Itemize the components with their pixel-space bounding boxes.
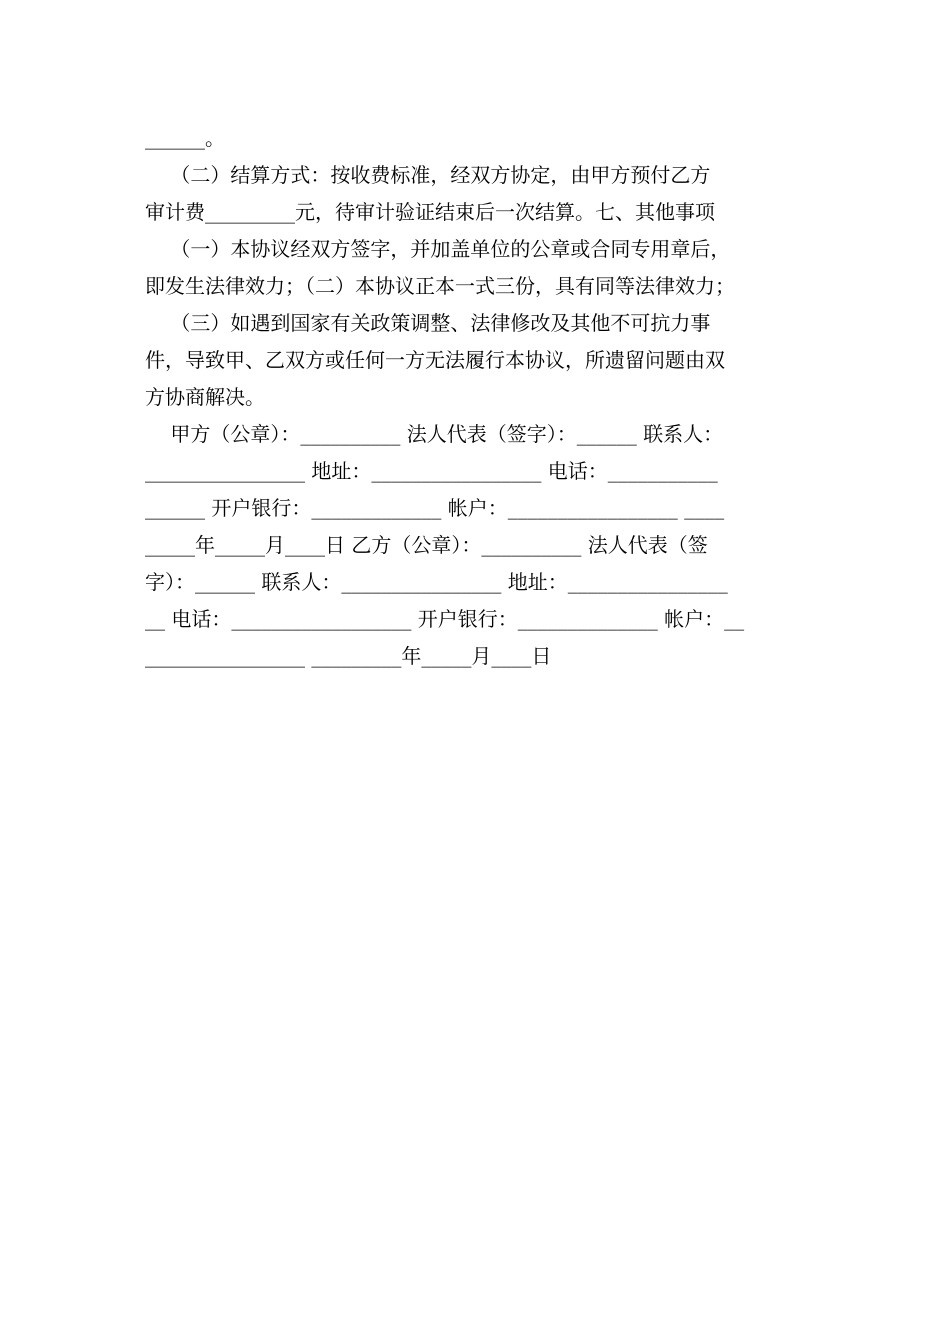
signature-party-b-seal: _____年_____月____日 乙方（公章）：__________ 法人代表（签 bbox=[145, 533, 708, 557]
text-line-copies-clause: 即发生法律效力；（二）本协议正本一式三份，具有同等法律效力； bbox=[145, 274, 735, 298]
signature-party-b-bank: __ 电话：__________________ 开户银行：______________ 帐户：__ bbox=[145, 607, 745, 631]
signature-party-a-seal: 甲方（公章）：__________ 法人代表（签字）：______ 联系人： bbox=[145, 422, 724, 446]
text-line-fee-blank: ______。 bbox=[145, 126, 225, 150]
signature-party-a-bank: ______ 开户银行：_____________ 帐户：_________________ ____ bbox=[145, 496, 725, 520]
text-line-audit-fee: 审计费_________元，待审计验证结束后一次结算。七、其他事项 bbox=[145, 200, 715, 224]
signature-party-a-address: ________________ 地址：_________________ 电话：___________ bbox=[145, 459, 718, 483]
text-line-effect-clause: （一）本协议经双方签字，并加盖单位的公章或合同专用章后， bbox=[145, 237, 731, 261]
text-line-resolution: 方协商解决。 bbox=[145, 385, 265, 409]
text-line-force-majeure-cont: 件，导致甲、乙双方或任何一方无法履行本协议，所遗留问题由双 bbox=[145, 348, 725, 372]
signature-party-b-date: ________________ _________年_____月____日 bbox=[145, 644, 552, 668]
text-line-force-majeure: （三）如遇到国家有关政策调整、法律修改及其他不可抗力事 bbox=[145, 311, 711, 335]
contract-text bbox=[145, 120, 815, 675]
text-line-settlement-method: （二）结算方式：按收费标准，经双方协定，由甲方预付乙方 bbox=[145, 163, 711, 187]
signature-party-b-contact: 字）：______ 联系人：________________ 地址：________________ bbox=[145, 570, 728, 594]
